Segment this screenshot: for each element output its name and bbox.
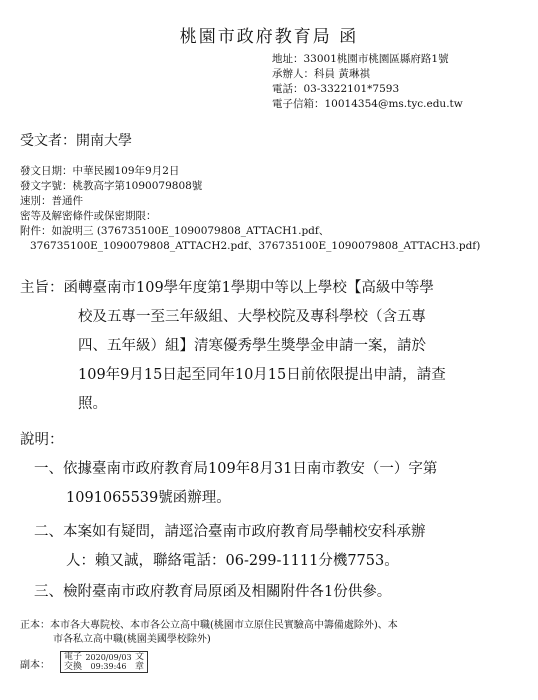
contact-phone: 電話：03-3322101*7593 <box>272 83 400 95</box>
attachments-line-2: 376735100E_1090079808_ATTACH2.pdf、376735100E_1090079808_ATTACH3.pdf) <box>30 240 481 252</box>
contact-address: 地址：33001桃園市桃園區縣府路1號 <box>272 53 449 65</box>
subject-line-4: 109年9月15日起至同年10月15日前依限提出申請，請查 <box>78 367 446 383</box>
stamp-datetime: 2020/09/03 09:39:46 <box>85 653 132 671</box>
item-1-line-1: 一、依據臺南市政府教育局109年8月31日南市教安（一）字第 <box>34 461 438 477</box>
document-title: 桃園市政府教育局 函 <box>179 27 359 47</box>
cc-copy-label: 副本： <box>20 660 50 671</box>
recipient: 受文者：開南大學 <box>20 133 132 149</box>
item-2-line-1: 二、本案如有疑問，請逕洽臺南市政府教育局學輔校安科承辦 <box>34 524 426 540</box>
issue-date: 發文日期：中華民國109年9月2日 <box>20 165 180 177</box>
subject-line-1: 主旨：函轉臺南市109學年度第1學期中等以上學校【高級中等學 <box>20 280 434 296</box>
subject-line-2: 校及五專一至三年級組、大學校院及專科學校（含五專 <box>78 309 426 325</box>
cc-main-line-1: 正本：本市各大專院校、本市各公立高中職(桃園市立原住民實驗高中籌備處除外)、本 <box>20 620 398 631</box>
electronic-exchange-stamp <box>60 651 148 673</box>
stamp-left: 電子 交換 <box>64 652 83 672</box>
contact-handler: 承辦人：科員 黃琳祺 <box>272 68 370 80</box>
item-3: 三、檢附臺南市政府教育局原函及相關附件各1份供參。 <box>34 584 392 600</box>
contact-email: 電子信箱：10014354@ms.tyc.edu.tw <box>272 98 463 110</box>
speed-class: 速別：普通件 <box>20 195 83 207</box>
subject-line-3: 四、五年級）組】清寒優秀學生獎學金申請一案，請於 <box>78 338 426 354</box>
subject-line-5: 照。 <box>78 396 107 412</box>
item-2-line-2: 人：賴又誠，聯絡電話：06-299-1111分機7753。 <box>66 553 399 569</box>
stamp-right: 文 章 <box>134 652 144 672</box>
issue-number: 發文字號：桃教高字第1090079808號 <box>20 180 203 192</box>
item-1-line-2: 1091065539號函辦理。 <box>66 490 231 506</box>
cc-main-line-2: 市各私立高中職(桃園美國學校除外) <box>53 634 211 645</box>
secrecy-level: 密等及解密條件或保密期限： <box>20 210 157 222</box>
explanation-label: 說明： <box>20 432 64 448</box>
attachments-line-1: 附件：如說明三 (376735100E_1090079808_ATTACH1.pdf、 <box>20 225 330 237</box>
